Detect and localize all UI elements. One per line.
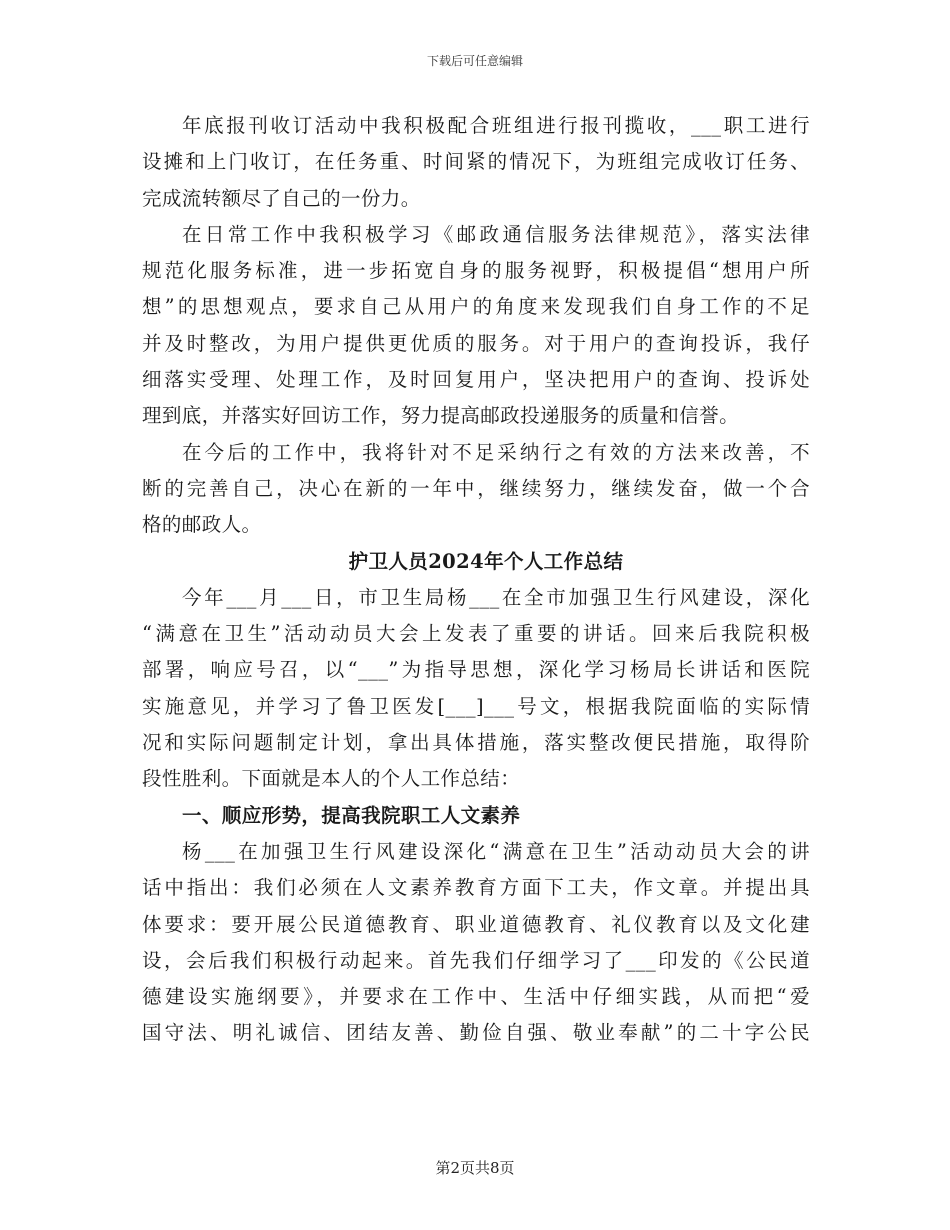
text-line: 规范化服务标准，进一步拓宽自身的服务视野，积极提倡“想用户所 <box>142 259 810 283</box>
section-heading: 一、顺应形势，提高我院职工人文素养 <box>182 803 521 827</box>
text-line: 想”的思想观点，要求自己从用户的角度来发现我们自身工作的不足 <box>142 295 810 319</box>
text-line: 设，会后我们积极行动起来。首先我们仔细学习了___印发的《公民道 <box>142 948 810 972</box>
text-line: 段性胜利。下面就是本人的个人工作总结： <box>142 767 521 791</box>
document-body <box>142 108 810 1052</box>
text-line: 设摊和上门收订，在任务重、时间紧的情况下，为班组完成收订任务、 <box>142 150 810 174</box>
page-header: 下载后可任意编辑 <box>426 54 523 68</box>
text-line: 细落实受理、处理工作，及时回复用户，坚决把用户的查询、投诉处 <box>142 368 810 392</box>
page-footer: 第2页共8页 <box>435 1159 515 1177</box>
text-line: 格的邮政人。 <box>142 513 262 537</box>
text-line: 年底报刊收订活动中我积极配合班组进行报刊揽收，___职工进行 <box>182 114 810 137</box>
text-line: 国守法、明礼诚信、团结友善、勤俭自强、敬业奉献”的二十字公民 <box>142 1021 810 1045</box>
section-title: 护卫人员2024年个人工作总结 <box>348 549 624 573</box>
text-line: 话中指出：我们必须在人文素养教育方面下工夫，作文章。并提出具 <box>142 876 810 900</box>
text-line: 今年___月___日，市卫生局杨___在全市加强卫生行风建设，深化 <box>182 585 810 609</box>
text-line: 并及时整改，为用户提供更优质的服务。对于用户的查询投诉，我仔 <box>142 331 810 355</box>
text-line: 实施意见，并学习了鲁卫医发[___]___号文，根据我院面临的实际情 <box>142 694 810 718</box>
text-line: 德建设实施纲要》，并要求在工作中、生活中仔细实践，从而把“爱 <box>142 985 810 1009</box>
text-line: 杨___在加强卫生行风建设深化“满意在卫生”活动动员大会的讲 <box>182 839 810 863</box>
text-line: 体要求：要开展公民道德教育、职业道德教育、礼仪教育以及文化建 <box>142 912 810 936</box>
text-line: 理到底，并落实好回访工作，努力提高邮政投递服务的质量和信誉。 <box>142 404 740 428</box>
text-line: 在日常工作中我积极学习《邮政通信服务法律规范》，落实法律 <box>182 222 810 246</box>
text-line: 部署，响应号召，以“___”为指导思想，深化学习杨局长讲话和医院 <box>142 658 810 682</box>
text-line: “满意在卫生”活动动员大会上发表了重要的讲话。回来后我院积极 <box>142 622 810 646</box>
text-line: 断的完善自己，决心在新的一年中，继续努力，继续发奋，做一个合 <box>142 476 810 500</box>
text-line: 在今后的工作中，我将针对不足采纳行之有效的方法来改善，不 <box>182 440 810 464</box>
text-line: 完成流转额尽了自己的一份力。 <box>142 186 421 210</box>
text-line: 况和实际问题制定计划，拿出具体措施，落实整改便民措施，取得阶 <box>142 731 810 755</box>
